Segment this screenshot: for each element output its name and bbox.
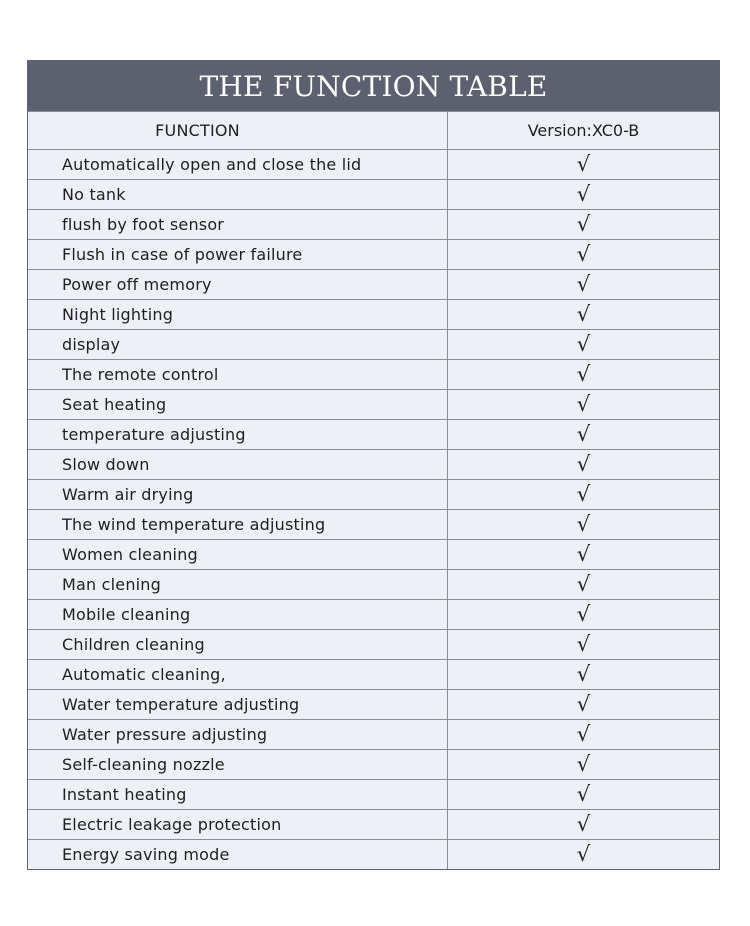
version-column-header: Version:XC0-B (527, 121, 640, 140)
table-row (28, 329, 719, 359)
version-cell (448, 690, 719, 719)
check-mark-icon: √ (576, 302, 591, 326)
version-cell (448, 570, 719, 599)
table-row (28, 719, 719, 749)
version-cell (448, 210, 719, 239)
check-mark-icon: √ (576, 602, 591, 626)
version-cell (448, 360, 719, 389)
function-cell: Water temperature adjusting (28, 690, 448, 719)
check-mark-icon: √ (576, 692, 591, 716)
check-mark-icon: √ (576, 512, 591, 536)
function-cell: Automatic cleaning, (28, 660, 448, 689)
table-row (28, 509, 719, 539)
table-row (28, 839, 719, 869)
check-mark-icon: √ (576, 422, 591, 446)
check-mark-icon: √ (576, 632, 591, 656)
check-mark-icon: √ (576, 842, 591, 866)
version-cell (448, 330, 719, 359)
function-cell: Mobile cleaning (28, 600, 448, 629)
function-cell: Warm air drying (28, 480, 448, 509)
check-mark-icon: √ (576, 362, 591, 386)
check-mark-icon: √ (576, 452, 591, 476)
table-row (28, 599, 719, 629)
function-cell: Water pressure adjusting (28, 720, 448, 749)
function-cell: Women cleaning (28, 540, 448, 569)
function-cell: Power off memory (28, 270, 448, 299)
function-cell: temperature adjusting (28, 420, 448, 449)
table-row (28, 539, 719, 569)
check-mark-icon: √ (576, 152, 591, 176)
table-row (28, 209, 719, 239)
version-cell (448, 420, 719, 449)
function-cell: display (28, 330, 448, 359)
version-cell (448, 450, 719, 479)
version-cell (448, 510, 719, 539)
function-cell: The remote control (28, 360, 448, 389)
check-mark-icon: √ (576, 182, 591, 206)
table-row (28, 809, 719, 839)
version-cell (448, 300, 719, 329)
check-mark-icon: √ (576, 482, 591, 506)
table-row (28, 629, 719, 659)
check-mark-icon: √ (576, 782, 591, 806)
function-cell: Flush in case of power failure (28, 240, 448, 269)
table-grid (28, 111, 719, 869)
function-cell: Automatically open and close the lid (28, 150, 448, 179)
version-cell (448, 780, 719, 809)
check-mark-icon: √ (576, 242, 591, 266)
table-row (28, 689, 719, 719)
check-mark-icon: √ (576, 812, 591, 836)
function-cell: Energy saving mode (28, 840, 448, 869)
table-row (28, 389, 719, 419)
version-cell (448, 480, 719, 509)
table-row (28, 569, 719, 599)
function-cell: Self-cleaning nozzle (28, 750, 448, 779)
check-mark-icon: √ (576, 572, 591, 596)
version-cell (448, 150, 719, 179)
function-cell: Slow down (28, 450, 448, 479)
table-row (28, 149, 719, 179)
version-cell (448, 660, 719, 689)
table-row (28, 269, 719, 299)
function-cell: flush by foot sensor (28, 210, 448, 239)
version-cell (448, 750, 719, 779)
function-cell: Night lighting (28, 300, 448, 329)
table-row (28, 449, 719, 479)
check-mark-icon: √ (576, 722, 591, 746)
function-cell: Children cleaning (28, 630, 448, 659)
function-table (27, 60, 720, 870)
function-column-header: FUNCTION (28, 112, 448, 149)
table-row (28, 239, 719, 269)
table-row (28, 779, 719, 809)
function-cell: Electric leakage protection (28, 810, 448, 839)
version-cell (448, 180, 719, 209)
version-cell (448, 540, 719, 569)
function-cell: Man clening (28, 570, 448, 599)
check-mark-icon: √ (576, 662, 591, 686)
version-cell (448, 630, 719, 659)
function-cell: Seat heating (28, 390, 448, 419)
version-cell (448, 240, 719, 269)
check-mark-icon: √ (576, 212, 591, 236)
version-cell (448, 720, 719, 749)
check-mark-icon: √ (576, 752, 591, 776)
version-cell (448, 390, 719, 419)
function-cell: The wind temperature adjusting (28, 510, 448, 539)
check-mark-icon: √ (576, 332, 591, 356)
table-row (28, 749, 719, 779)
check-mark-icon: √ (576, 542, 591, 566)
table-body (28, 149, 719, 869)
version-cell (448, 810, 719, 839)
version-cell (448, 840, 719, 869)
function-cell: Instant heating (28, 780, 448, 809)
function-cell: No tank (28, 180, 448, 209)
table-row (28, 359, 719, 389)
check-mark-icon: √ (576, 272, 591, 296)
table-header-row (28, 111, 719, 149)
table-row (28, 479, 719, 509)
table-row (28, 299, 719, 329)
version-cell (448, 600, 719, 629)
version-cell (448, 270, 719, 299)
check-mark-icon: √ (576, 392, 591, 416)
table-row (28, 179, 719, 209)
table-row (28, 659, 719, 689)
table-title: THE FUNCTION TABLE (28, 61, 719, 111)
table-row (28, 419, 719, 449)
